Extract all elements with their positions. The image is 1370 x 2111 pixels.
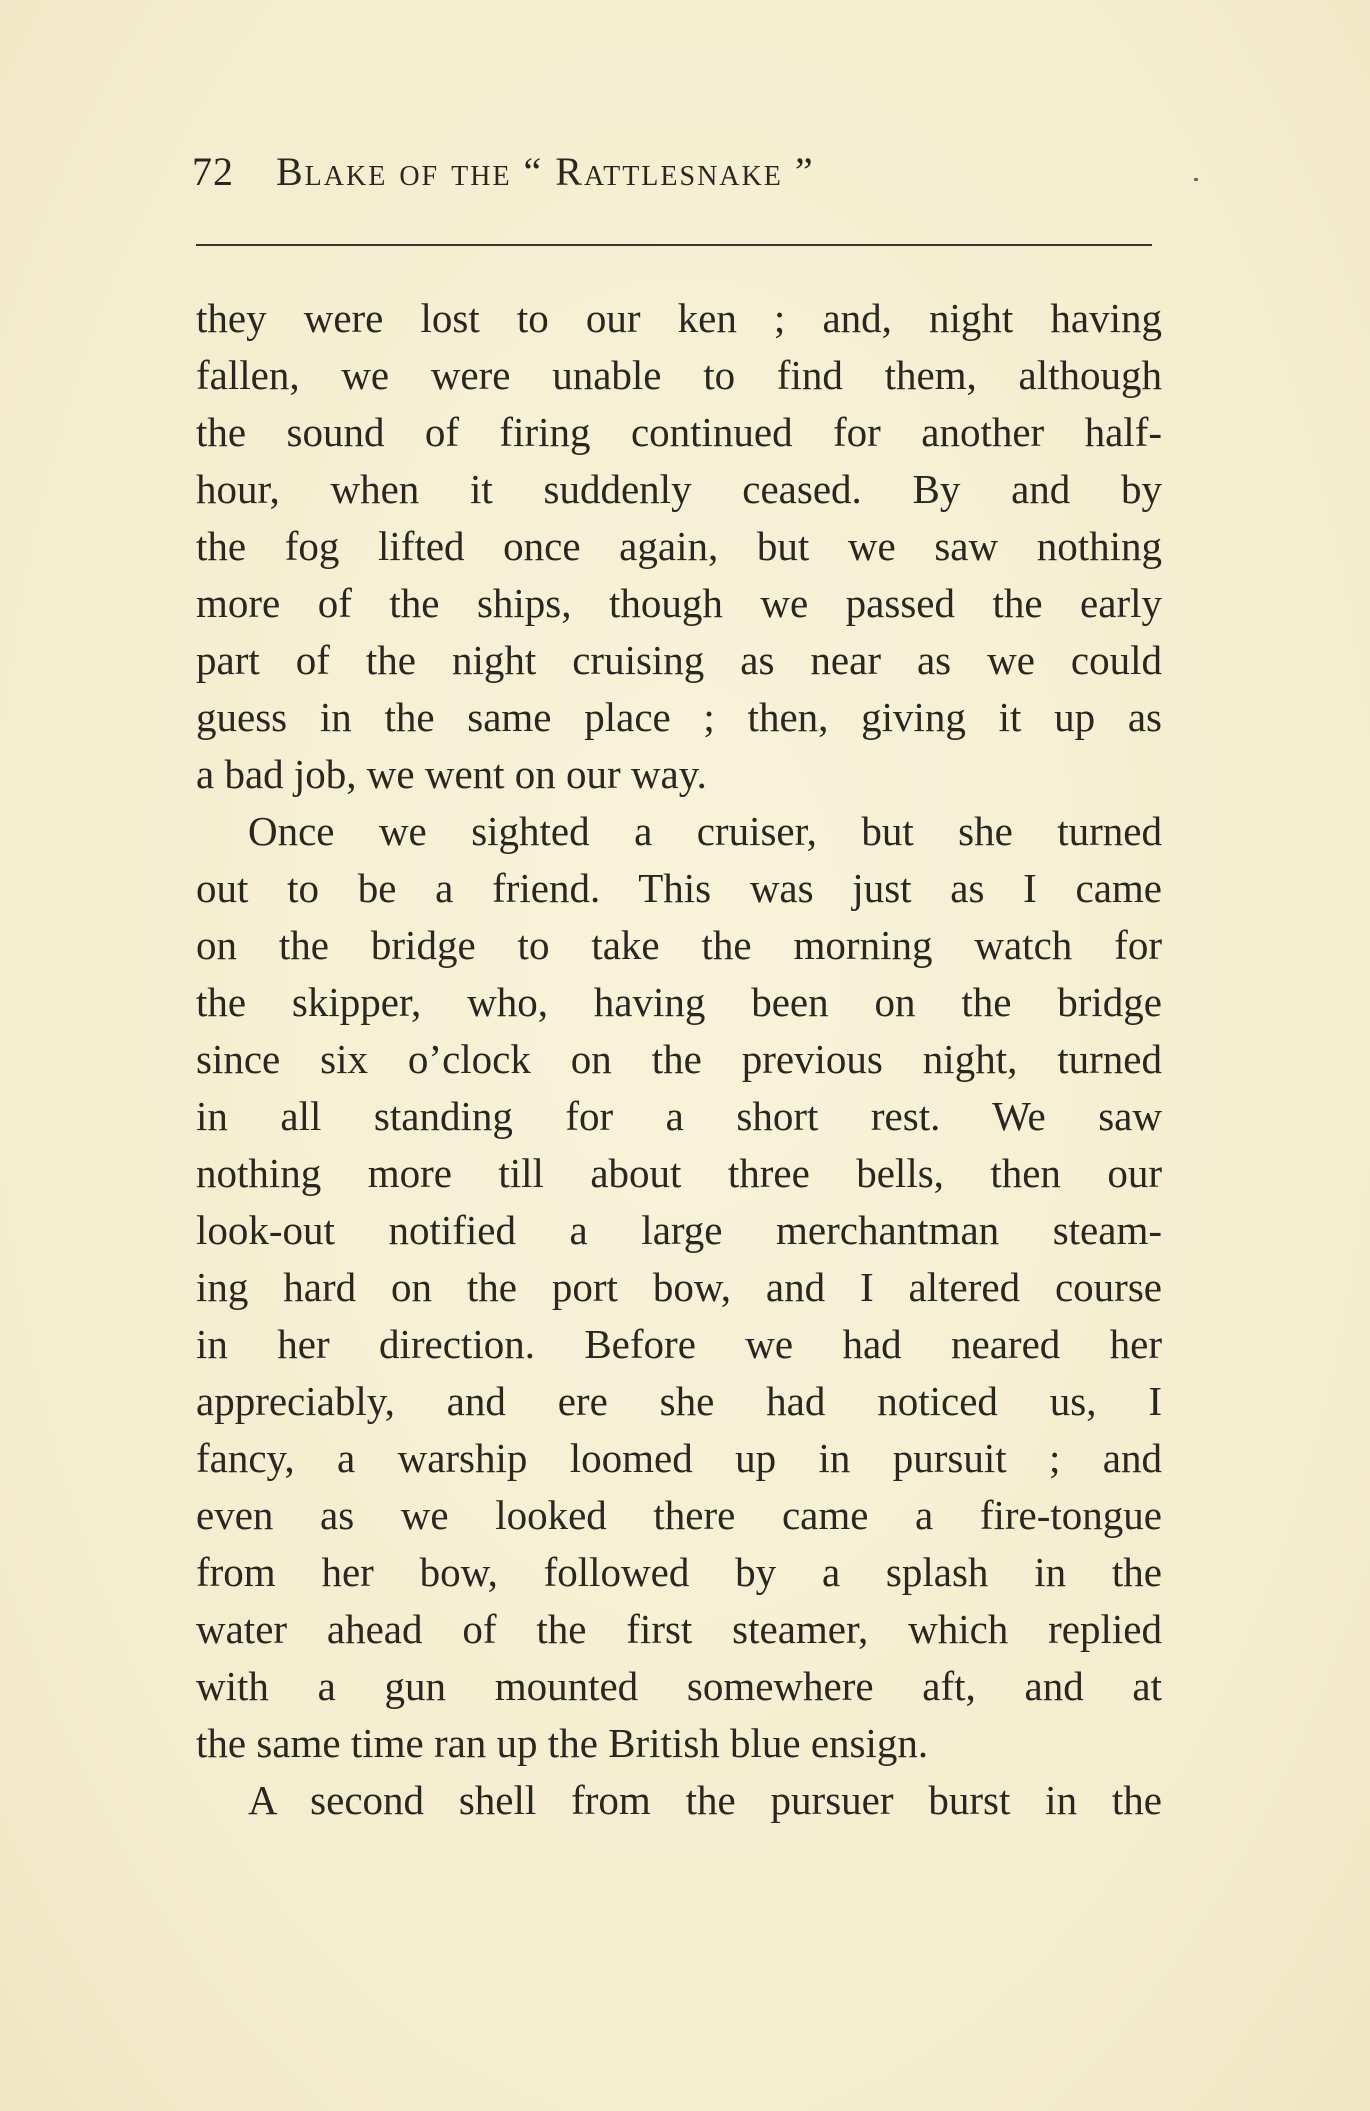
text-line: more of the ships, though we passed the early <box>196 580 1162 626</box>
paragraph-start-line: Once we sighted a cruiser, but she turned <box>248 808 1162 854</box>
text-line: on the bridge to take the morning watch for <box>196 922 1162 968</box>
text-line: fallen, we were unable to find them, although <box>196 352 1162 398</box>
paragraph-start-line: A second shell from the pursuer burst in the <box>248 1777 1162 1823</box>
text-line: from her bow, followed by a splash in the <box>196 1549 1162 1595</box>
text-line: nothing more till about three bells, then our <box>196 1150 1162 1196</box>
running-title: Blake of the “ Rattlesnake ” <box>276 149 815 194</box>
text-line: since six o’clock on the previous night, turned <box>196 1036 1162 1082</box>
text-line: out to be a friend. This was just as I came <box>196 865 1162 911</box>
text-line: in her direction. Before we had neared her <box>196 1321 1162 1367</box>
text-line: water ahead of the first steamer, which replied <box>196 1606 1162 1652</box>
text-line: ing hard on the port bow, and I altered course <box>196 1264 1162 1310</box>
stray-ink-mark <box>1194 178 1198 181</box>
text-line: the fog lifted once again, but we saw nothing <box>196 523 1162 569</box>
text-line: the sound of firing continued for another half- <box>196 409 1162 455</box>
text-line: appreciably, and ere she had noticed us, I <box>196 1378 1162 1424</box>
text-line: in all standing for a short rest. We saw <box>196 1093 1162 1139</box>
text-line: even as we looked there came a fire-tongue <box>196 1492 1162 1538</box>
text-line: fancy, a warship loomed up in pursuit ; and <box>196 1435 1162 1481</box>
text-line: part of the night cruising as near as we could <box>196 637 1162 683</box>
text-line: look-out notified a large merchantman steam- <box>196 1207 1162 1253</box>
text-line: a bad job, we went on our way. <box>196 751 707 797</box>
text-line: hour, when it suddenly ceased. By and by <box>196 466 1162 512</box>
running-head <box>192 148 1192 208</box>
text-line: with a gun mounted somewhere aft, and at <box>196 1663 1162 1709</box>
header-rule <box>196 244 1152 246</box>
text-line: the same time ran up the British blue ensign. <box>196 1720 929 1766</box>
page-number: 72 <box>192 149 234 194</box>
text-line: they were lost to our ken ; and, night having <box>196 295 1162 341</box>
text-line: guess in the same place ; then, giving it up as <box>196 694 1162 740</box>
body-text <box>196 290 1162 1829</box>
text-line: the skipper, who, having been on the bridge <box>196 979 1162 1025</box>
